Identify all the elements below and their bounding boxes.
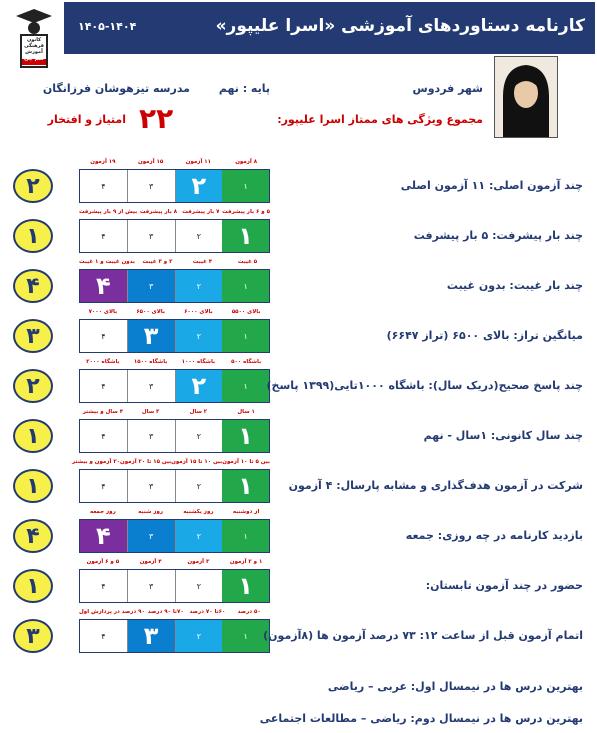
level-cell: ۴ [80, 570, 127, 602]
level-cell: ۳ [127, 520, 175, 552]
student-school: مدرسه تیزهوشان فرزانگان [42, 82, 190, 95]
total-score: ۲۲ [139, 102, 174, 135]
level-cell: ۴ [80, 320, 127, 352]
row-score-badge: ۱ [13, 219, 53, 253]
row-sublabel: بدون غیبت و ۱ غیبت [79, 259, 135, 265]
row-sublabel: روز جمعه [89, 509, 116, 515]
row-label: اتمام آزمون قبل از ساعت ۱۲: ۷۳ درصد آزمون ها (۸آزمون) [263, 629, 583, 642]
row-sublabel: ۱ و ۲ آزمون [229, 559, 263, 565]
row-level-grid [79, 569, 270, 603]
row-sublabel: ۳ آزمون [187, 559, 210, 565]
row-label: چند بار پیشرفت: ۵ بار پیشرفت [413, 229, 583, 242]
level-cell: ۱ [222, 220, 269, 252]
level-cell: ۳ [127, 470, 175, 502]
row-sublabel: ۵ غیبت [237, 259, 258, 265]
level-cell: ۲ [175, 370, 223, 402]
level-cell: ۲ [175, 470, 223, 502]
row-sublabel: ۳ سال [141, 409, 160, 415]
row-score-badge: ۴ [13, 269, 53, 303]
row-sublabels [79, 159, 270, 165]
logo-text-2: فرهنگی [24, 43, 44, 49]
row-level-grid [79, 519, 270, 553]
level-cell: ۱ [222, 320, 269, 352]
level-cell: ۱ [222, 470, 269, 502]
level-cell: ۱ [222, 170, 269, 202]
logo-text-4: قلم چی [24, 56, 44, 62]
level-cell: ۴ [80, 470, 127, 502]
row-level-grid [79, 369, 270, 403]
page-title: کارنامه دستاوردهای آموزشی «اسرا علیپور» [215, 16, 585, 36]
kanoon-logo [8, 6, 60, 74]
level-cell: ۴ [80, 170, 127, 202]
academic-year: ۱۴۰۵-۱۴۰۴ [78, 20, 137, 33]
row-sublabel: روز شنبه [138, 509, 164, 515]
row-sublabel: ۱ سال [237, 409, 255, 415]
row-sublabel: باشگاه ۲۰۰۰ [86, 359, 120, 365]
row-sublabel: از دوشنبه [232, 509, 260, 515]
row-sublabel: ۲ سال [189, 409, 208, 415]
row-level-grid [79, 619, 270, 653]
level-cell: ۱ [222, 270, 269, 302]
row-level-grid [79, 269, 270, 303]
row-sublabels [79, 509, 270, 515]
row-label: میانگین تراز: بالای ۶۵۰۰ (تراز ۶۶۴۷) [386, 329, 583, 342]
row-score-badge: ۳ [13, 619, 53, 653]
level-cell: ۴ [80, 420, 127, 452]
row-level-grid [79, 469, 270, 503]
row-sublabel: ۶۰تا ۷۰ درصد [189, 609, 226, 615]
level-cell: ۴ [80, 620, 127, 652]
level-cell: ۳ [127, 320, 175, 352]
row-score-badge: ۱ [13, 469, 53, 503]
row-label: حضور در چند آزمون تابستان: [425, 579, 583, 592]
level-cell: ۴ [80, 220, 127, 252]
level-cell: ۳ [127, 570, 175, 602]
row-sublabel: بین ۵ تا ۱۰ آزمون [222, 459, 270, 465]
row-sublabels [79, 259, 270, 265]
row-sublabel: ۴ غیبت [192, 259, 213, 265]
row-label: چند پاسخ صحیح(دریک سال): باشگاه ۱۰۰۰تایی(۱۳۹۹ پاسخ) [266, 379, 583, 392]
row-sublabel: ۴ سال و بیشتر [82, 409, 124, 415]
row-sublabel: بین ۱۵ تا ۲۰ آزمون [120, 459, 172, 465]
level-cell: ۲ [175, 220, 223, 252]
row-sublabels [71, 459, 270, 465]
row-sublabel: ۲ و ۳ غیبت [142, 259, 173, 265]
row-score-badge: ۱ [13, 569, 53, 603]
row-level-grid [79, 169, 270, 203]
row-sublabel: ۵۰ درصد [237, 609, 261, 615]
logo-text-3: آموزش [25, 49, 43, 55]
row-sublabel: ۵ و ۶ بار پیشرفت [222, 209, 270, 215]
row-sublabel: ۷ بار پیشرفت [182, 209, 220, 215]
level-cell: ۱ [222, 570, 269, 602]
best-lessons-first-term: بهترین درس ها در نیمسال اول: عربی – ریاضی [327, 680, 583, 693]
row-sublabel: باشگاه ۵۰۰ [231, 359, 262, 365]
row-score-badge: ۲ [13, 369, 53, 403]
row-sublabel: بیش از ۹ بار پیشرفت [78, 209, 138, 215]
row-sublabel: ۹۰ درصد در پردازش اول [79, 609, 145, 615]
features-label: مجموع ویژگی های ممتاز اسرا علیپور: [277, 113, 483, 126]
score-label: امتیاز و افتخار [47, 113, 126, 126]
row-sublabel: ۱۱ آزمون [185, 159, 211, 165]
level-cell: ۲ [175, 570, 223, 602]
row-sublabel: ۱۹ آزمون [90, 159, 116, 165]
level-cell: ۱ [222, 370, 269, 402]
row-sublabel: بالای ۵۵۰۰ [231, 309, 261, 315]
row-level-grid [79, 319, 270, 353]
level-cell: ۳ [127, 420, 175, 452]
row-sublabel: ۸ بار پیشرفت [139, 209, 178, 215]
level-cell: ۲ [175, 270, 223, 302]
student-grade: پایه : نهم [218, 82, 270, 95]
row-label: چند بار غیبت: بدون غیبت [446, 279, 583, 292]
row-sublabel: ۸ آزمون [235, 159, 258, 165]
row-sublabel: بالای ۷۰۰۰ [88, 309, 118, 315]
level-cell: ۳ [127, 170, 175, 202]
row-label: چند آزمون اصلی: ۱۱ آزمون اصلی [400, 179, 583, 192]
row-score-badge: ۱ [13, 419, 53, 453]
level-cell: ۳ [127, 220, 175, 252]
row-sublabel: بالای ۶۰۰۰ [184, 309, 213, 315]
row-sublabel: ۵ و ۶ آزمون [86, 559, 120, 565]
level-cell: ۳ [127, 370, 175, 402]
row-sublabel: باشگاه ۱۵۰۰ [133, 359, 168, 365]
level-cell: ۳ [127, 620, 175, 652]
student-photo [494, 56, 558, 138]
level-cell: ۲ [175, 420, 223, 452]
row-sublabel: ۱۵ آزمون [138, 159, 164, 165]
header-bar [64, 2, 595, 54]
row-score-badge: ۳ [13, 319, 53, 353]
logo-text-1: کانون [26, 37, 42, 43]
row-sublabels [79, 309, 270, 315]
student-city: شهر فردوس [412, 82, 483, 95]
row-sublabel: باشگاه ۱۰۰۰ [181, 359, 216, 365]
level-cell: ۲ [175, 520, 223, 552]
level-cell: ۲ [175, 320, 223, 352]
level-cell: ۱ [222, 620, 269, 652]
row-sublabels [79, 559, 270, 565]
row-sublabels [79, 609, 270, 615]
row-label: چند سال کانونی: ۱سال - نهم [423, 429, 583, 442]
row-sublabel: ۷۰تا ۹۰ درصد [147, 609, 184, 615]
level-cell: ۱ [222, 520, 269, 552]
row-score-badge: ۴ [13, 519, 53, 553]
row-sublabel: ۴ آزمون [139, 559, 162, 565]
level-cell: ۴ [80, 270, 127, 302]
row-sublabel: روز یکشنبه [183, 509, 214, 515]
level-cell: ۴ [80, 520, 127, 552]
row-label: بازدید کارنامه در چه روزی: جمعه [405, 529, 583, 542]
row-sublabels [79, 209, 270, 215]
row-sublabel: ۲۰ آزمون و بیشتر [71, 459, 121, 465]
level-cell: ۲ [175, 620, 223, 652]
row-label: شرکت در آزمون هدف‌گذاری و مشابه پارسال: ۴ آزمون [288, 479, 583, 492]
row-sublabels [79, 409, 270, 415]
row-level-grid [79, 419, 270, 453]
best-lessons-second-term: بهترین درس ها در نیمسال دوم: ریاضی – مطالعات اجتماعی [259, 712, 583, 725]
row-level-grid [79, 219, 270, 253]
level-cell: ۳ [127, 270, 175, 302]
level-cell: ۲ [175, 170, 223, 202]
row-sublabel: بالای ۶۵۰۰ [136, 309, 165, 315]
row-sublabels [79, 359, 270, 365]
row-score-badge: ۲ [13, 169, 53, 203]
level-cell: ۱ [222, 420, 269, 452]
row-sublabel: بین ۱۰ تا ۱۵ آزمون [171, 459, 223, 465]
student-avatar-icon [495, 57, 557, 137]
level-cell: ۴ [80, 370, 127, 402]
